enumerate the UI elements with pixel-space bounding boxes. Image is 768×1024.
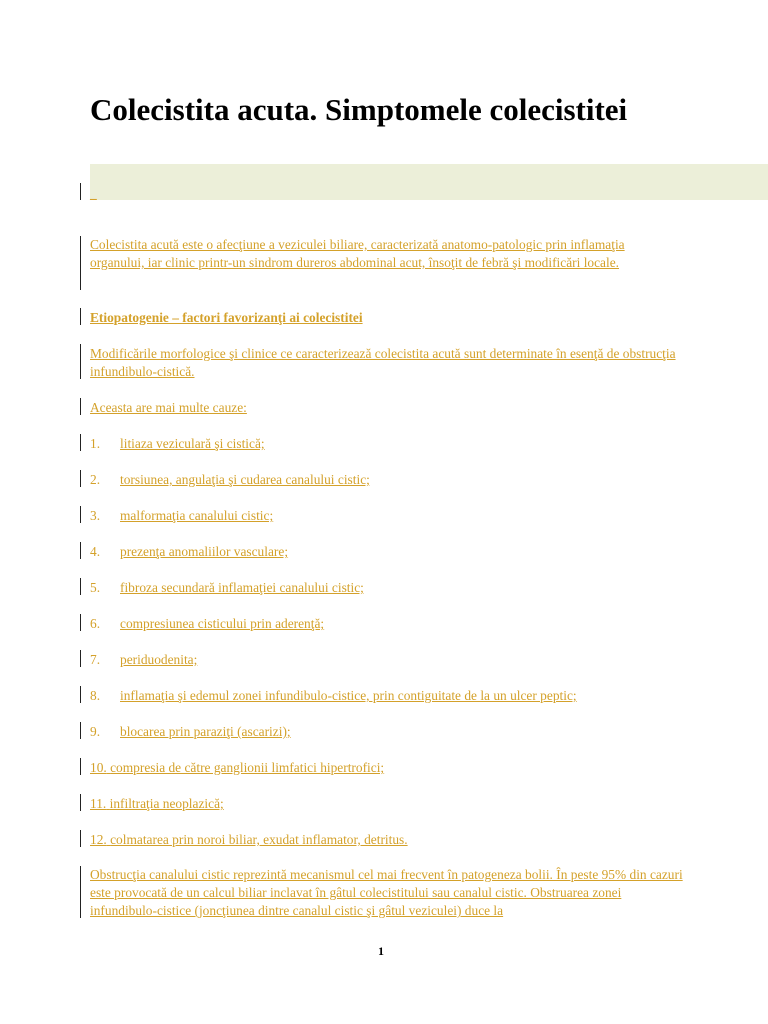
list-item-number: 5. xyxy=(90,580,101,595)
list-item[interactable] xyxy=(90,471,690,489)
list-item[interactable] xyxy=(90,615,690,633)
list-item[interactable] xyxy=(90,435,690,453)
list-item-number: 12. xyxy=(90,832,107,847)
paragraph-marker xyxy=(80,758,81,775)
paragraph-marker xyxy=(80,344,81,379)
paragraph-marker xyxy=(80,308,81,325)
paragraph-marker xyxy=(80,470,81,487)
list-item-number: 6. xyxy=(90,616,101,631)
list-item-number: 1. xyxy=(90,436,101,451)
list-item-text: prezenţa anomaliilor vasculare; xyxy=(120,544,289,559)
list-item-text: inflamaţia şi edemul zonei infundibulo-cistice, prin contiguitate de la un ulcer peptic; xyxy=(120,688,577,703)
list-item-text: periduodenita; xyxy=(120,652,198,667)
intro-link[interactable]: _ xyxy=(90,186,97,201)
paragraph-marker xyxy=(80,722,81,739)
section-heading[interactable]: Etiopatogenie – factori favorizanţi ai colecistitei xyxy=(90,310,363,325)
list-item-number: 10. xyxy=(90,760,107,775)
paragraph-marker xyxy=(80,434,81,451)
paragraph-marker xyxy=(80,866,81,918)
list-item-text: malformaţia canalului cistic; xyxy=(120,508,274,523)
paragraph-marker xyxy=(80,183,81,200)
list-item-number: 9. xyxy=(90,724,101,739)
list-item-text: colmatarea prin noroi biliar, exudat inflamator, detritus. xyxy=(110,832,408,847)
paragraph-marker xyxy=(80,398,81,415)
definition-paragraph[interactable]: Colecistita acută este o afecţiune a veziculei biliare, caracterizată anatomo-patologic prin inflamaţia organului, iar clinic printr-un sindrom dureros abdominal acut, însoţit de febră şi modificări locale. xyxy=(90,237,625,270)
list-item-number: 3. xyxy=(90,508,101,523)
list-item-text: infiltraţia neoplazică; xyxy=(109,796,224,811)
paragraph-marker xyxy=(80,236,81,290)
list-item-text: fibroza secundară inflamaţiei canalului cistic; xyxy=(120,580,364,595)
page-title: Colecistita acuta. Simptomele colecistitei xyxy=(90,92,628,127)
section-intro-paragraph[interactable]: Modificările morfologice şi clinice ce caracterizează colecistita acută sunt determinate în esenţă de obstrucţia infundibulo-cistică. xyxy=(90,346,676,379)
list-item-number: 4. xyxy=(90,544,101,559)
causes-intro[interactable]: Aceasta are mai multe cauze: xyxy=(90,400,247,415)
list-item-text: compresiunea cisticului prin aderenţă; xyxy=(120,616,325,631)
list-item[interactable] xyxy=(90,579,690,597)
paragraph-marker xyxy=(80,614,81,631)
paragraph-marker xyxy=(80,794,81,811)
list-item[interactable] xyxy=(90,687,690,705)
list-item[interactable] xyxy=(90,543,690,561)
closing-paragraph[interactable]: Obstrucţia canalului cistic reprezintă mecanismul cel mai frecvent în patogeneza bolii. În peste 95% din cazuri este provocată de un calcul biliar inclavat în gâtul colecistitului sau canalul cistic. Obstruarea zonei infundibulo-cistice (joncţiunea dintre canalul cistic şi gâtul veziculei) duce la xyxy=(90,867,683,918)
page-number: 1 xyxy=(378,944,384,958)
list-item-text: torsiunea, angulaţia şi cudarea canalului cistic; xyxy=(120,472,370,487)
list-item-number: 7. xyxy=(90,652,101,667)
list-item[interactable] xyxy=(90,507,690,525)
list-item-text: compresia de către ganglionii limfatici hipertrofici; xyxy=(110,760,385,775)
list-item[interactable] xyxy=(90,651,690,669)
list-item[interactable] xyxy=(90,831,690,849)
list-item-number: 11. xyxy=(90,796,107,811)
list-item[interactable] xyxy=(90,723,690,741)
paragraph-marker xyxy=(80,686,81,703)
paragraph-marker xyxy=(80,506,81,523)
list-item-text: blocarea prin paraziţi (ascarizi); xyxy=(120,724,291,739)
list-item[interactable] xyxy=(90,795,690,813)
list-item-number: 8. xyxy=(90,688,101,703)
paragraph-marker xyxy=(80,542,81,559)
list-item-text: litiaza veziculară şi cistică; xyxy=(120,436,265,451)
paragraph-marker xyxy=(80,650,81,667)
paragraph-marker xyxy=(80,578,81,595)
list-item-number: 2. xyxy=(90,472,101,487)
list-item[interactable] xyxy=(90,759,690,777)
paragraph-marker xyxy=(80,830,81,847)
